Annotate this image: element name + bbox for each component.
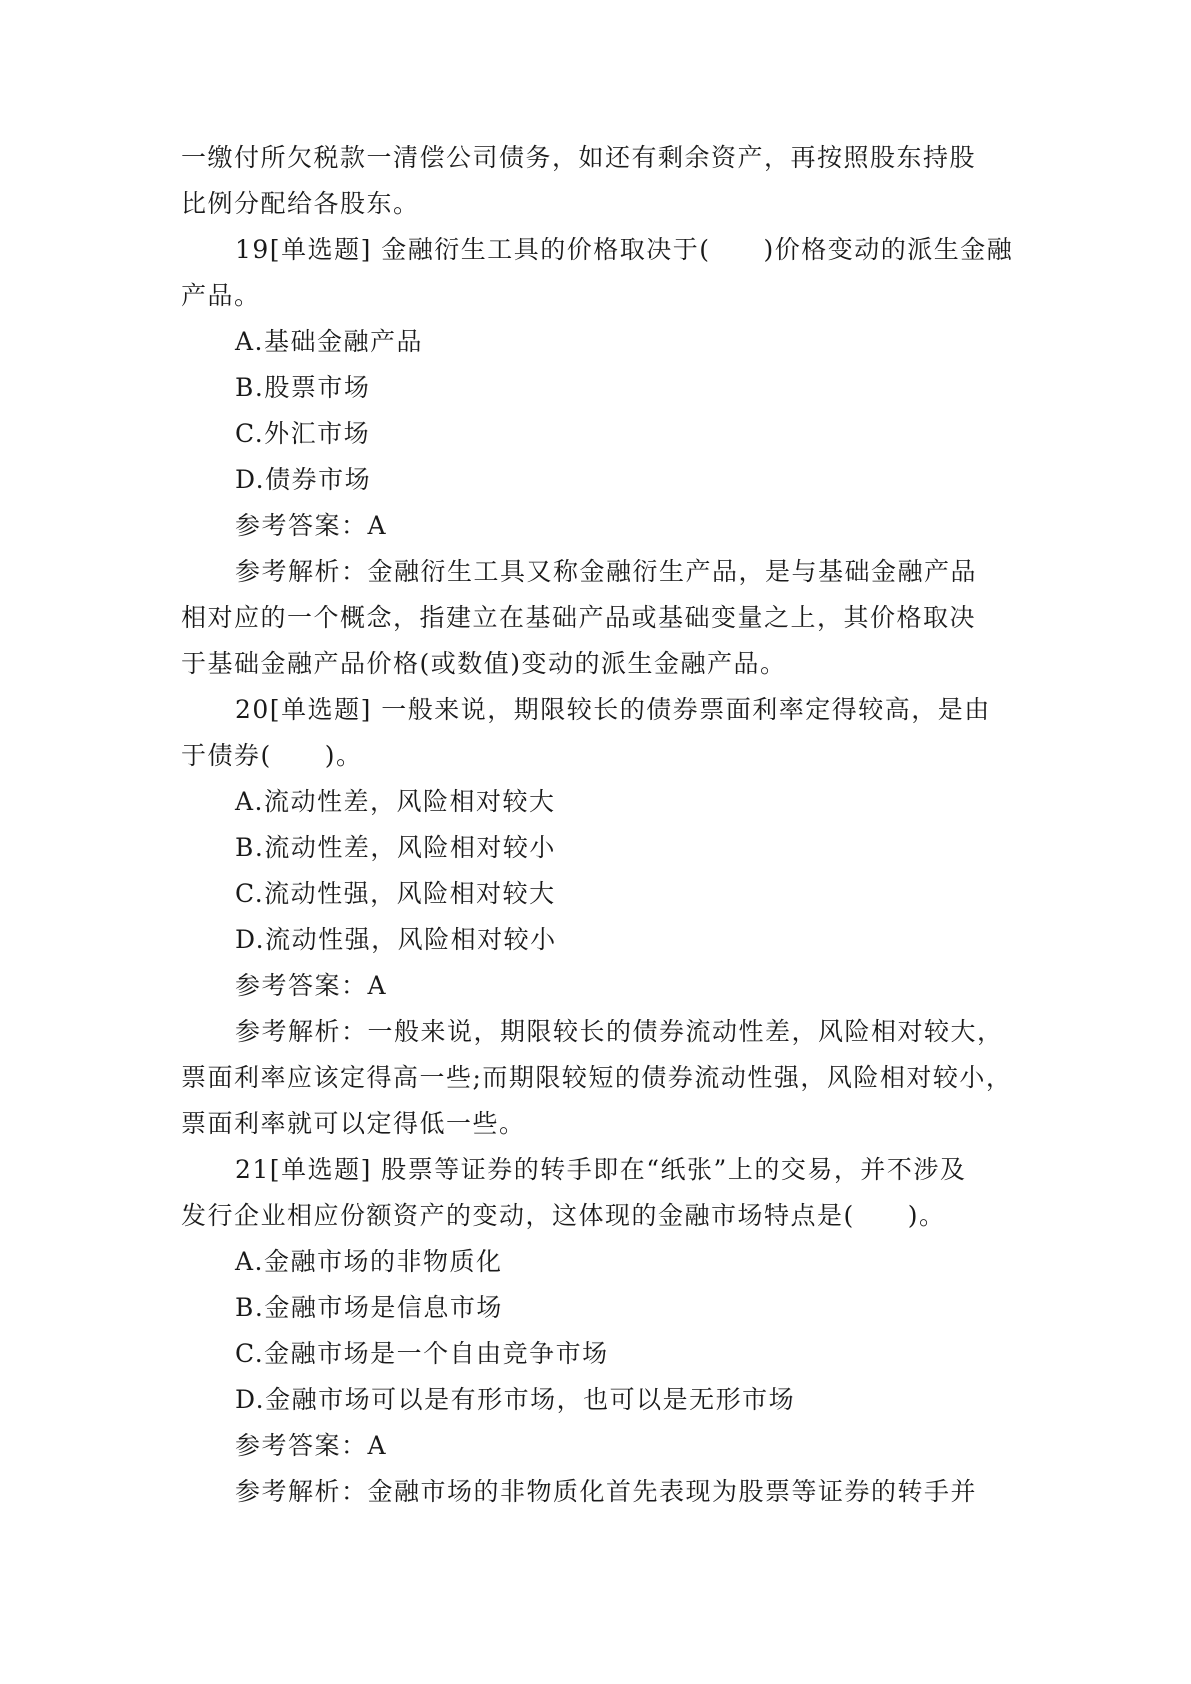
option-a: A.金融市场的非物质化 (235, 1247, 503, 1276)
question-stem: 19[单选题] 金融衍生工具的价格取决于( )价格变动的派生金融 (235, 235, 1014, 264)
explanation: 参考解析：一般来说，期限较长的债券流动性差，风险相对较大， (235, 1017, 1004, 1046)
explanation: 于基础金融产品价格(或数值)变动的派生金融产品。 (181, 649, 787, 678)
option-a: A.基础金融产品 (235, 327, 424, 356)
explanation: 票面利率就可以定得低一些。 (181, 1109, 526, 1138)
option-c: C.金融市场是一个自由竞争市场 (235, 1339, 609, 1368)
answer: 参考答案：A (235, 971, 388, 1000)
text-line: 比例分配给各股东。 (181, 189, 420, 218)
explanation: 票面利率应该定得高一些;而期限较短的债券流动性强，风险相对较小， (181, 1063, 1013, 1092)
explanation: 参考解析：金融衍生工具又称金融衍生产品，是与基础金融产品 (235, 557, 978, 586)
question-stem: 发行企业相应份额资产的变动，这体现的金融市场特点是( )。 (181, 1201, 946, 1230)
option-d: D.金融市场可以是有形市场，也可以是无形市场 (235, 1385, 796, 1414)
option-c: C.流动性强，风险相对较大 (235, 879, 556, 908)
answer: 参考答案：A (235, 511, 388, 540)
text-line: 一缴付所欠税款一清偿公司债务，如还有剩余资产，再按照股东持股 (181, 143, 977, 172)
option-a: A.流动性差，风险相对较大 (235, 787, 556, 816)
option-b: B.流动性差，风险相对较小 (235, 833, 556, 862)
option-d: D.债券市场 (235, 465, 372, 494)
option-d: D.流动性强，风险相对较小 (235, 925, 557, 954)
question-stem: 20[单选题] 一般来说，期限较长的债券票面利率定得较高，是由 (235, 695, 991, 724)
option-c: C.外汇市场 (235, 419, 371, 448)
question-stem: 于债券( )。 (181, 741, 363, 770)
answer: 参考答案：A (235, 1431, 388, 1460)
option-b: B.金融市场是信息市场 (235, 1293, 503, 1322)
option-b: B.股票市场 (235, 373, 371, 402)
explanation: 相对应的一个概念，指建立在基础产品或基础变量之上，其价格取决 (181, 603, 977, 632)
question-stem: 21[单选题] 股票等证券的转手即在“纸张”上的交易，并不涉及 (235, 1155, 967, 1184)
question-stem: 产品。 (181, 281, 261, 310)
explanation: 参考解析：金融市场的非物质化首先表现为股票等证券的转手并 (235, 1477, 978, 1506)
